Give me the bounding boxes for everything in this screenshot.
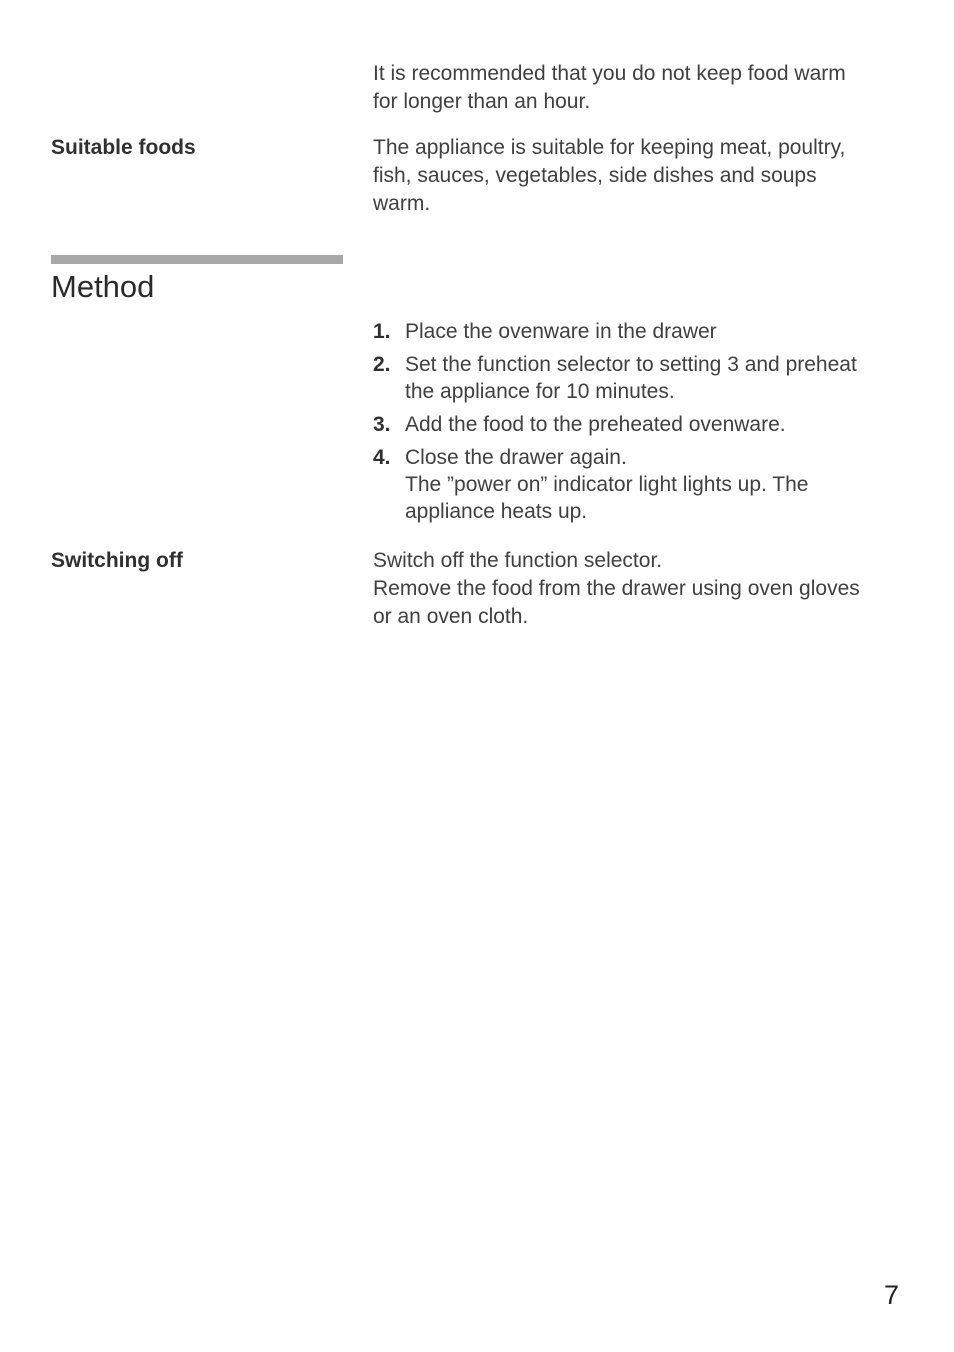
method-step-3: [373, 411, 913, 438]
intro-paragraph: [373, 60, 913, 116]
switching-off-line: Remove the food from the drawer using oven gloves: [373, 577, 860, 600]
intro-line: for longer than an hour.: [373, 90, 591, 113]
step-text: Set the function selector to setting 3 and preheat: [405, 353, 857, 376]
step-number: 1.: [373, 320, 391, 343]
suitable-foods-line: The appliance is suitable for keeping meat, poultry,: [373, 136, 846, 159]
step-text: The ”power on” indicator light lights up. The: [405, 473, 809, 496]
switching-off-line: or an oven cloth.: [373, 605, 529, 628]
step-text: appliance heats up.: [405, 500, 588, 523]
step-text: Place the ovenware in the drawer: [405, 320, 717, 343]
step-number: 3.: [373, 413, 391, 436]
method-heading: Method: [51, 269, 155, 304]
suitable-foods-line: warm.: [373, 192, 431, 215]
intro-line: It is recommended that you do not keep food warm: [373, 62, 846, 85]
switching-off-line: Switch off the function selector.: [373, 549, 663, 572]
step-number: 4.: [373, 446, 391, 469]
method-step-1: [373, 318, 913, 345]
switching-off-label: Switching off: [51, 549, 183, 572]
section-divider-bar: [51, 255, 343, 264]
method-step-4: [373, 444, 913, 525]
step-text: Add the food to the preheated ovenware.: [405, 413, 786, 436]
suitable-foods-line: fish, sauces, vegetables, side dishes and soups: [373, 164, 817, 187]
step-text: the appliance for 10 minutes.: [405, 380, 675, 403]
page-number: 7: [883, 1280, 899, 1310]
method-step-2: [373, 351, 913, 405]
suitable-foods-paragraph: [373, 134, 913, 218]
method-steps-list: [373, 318, 913, 531]
step-number: 2.: [373, 353, 391, 376]
suitable-foods-label: Suitable foods: [51, 136, 196, 159]
switching-off-paragraph: [373, 547, 913, 631]
step-text: Close the drawer again.: [405, 446, 627, 469]
